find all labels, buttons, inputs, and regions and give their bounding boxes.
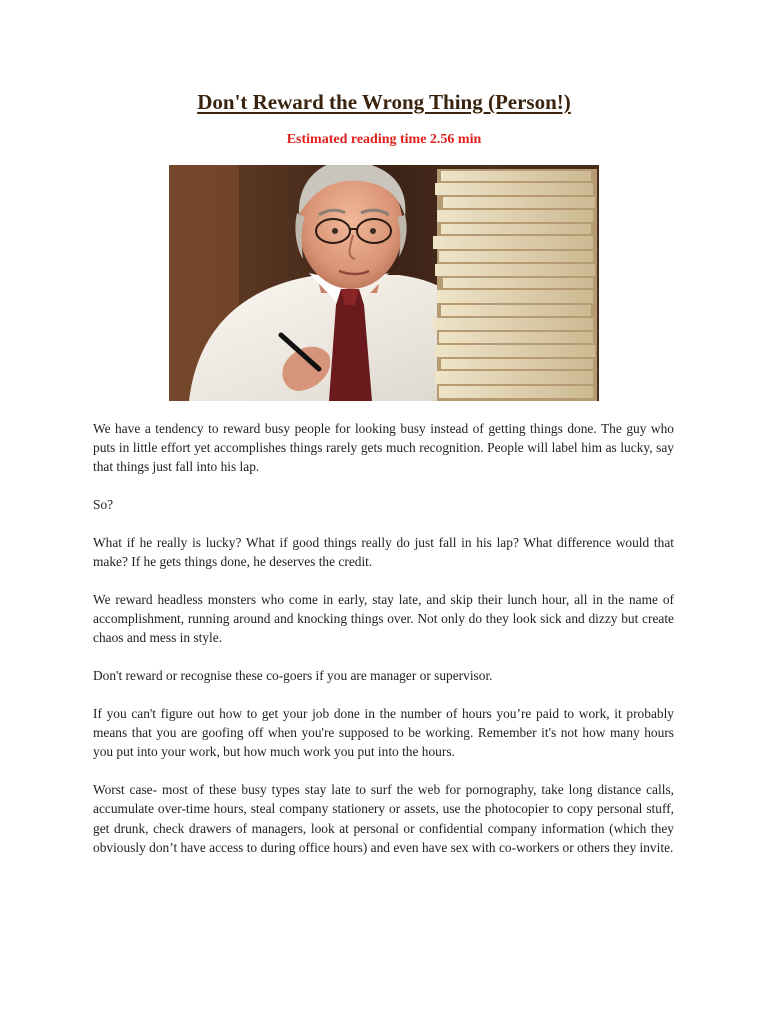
article-title: Don't Reward the Wrong Thing (Person!) (197, 90, 571, 114)
paragraph: Don't reward or recognise these co-goers if you are manager or supervisor. (93, 668, 493, 684)
paragraph: Worst case- most of these busy types stay late to surf the web for pornography, take long distance calls, accumulate over-time hours, steal company stationery or assets, use the photocopier to copy personal stuff, get drunk, check drawers of managers, look at personal or confidential company information (which they obviously don’t have access to during office hours) and even have sex with co-workers or others they invite. (93, 782, 674, 855)
article-body (93, 419, 674, 876)
paragraph: We reward headless monsters who come in early, stay late, and skip their lunch hour, all in the name of accomplishment, running around and knocking things over. Not only do they look sick and dizzy but create chaos and mess in style. (93, 592, 674, 646)
paragraph: What if he really is lucky? What if good things really do just fall in his lap? What difference would that make? If he gets things done, he deserves the credit. (93, 535, 674, 570)
paragraph: We have a tendency to reward busy people for looking busy instead of getting things done. The guy who puts in little effort yet accomplishes things rarely gets much recognition. People will label him as lucky, say that things just fall into his lap. (93, 421, 674, 475)
paragraph: So? (93, 497, 114, 513)
paragraph: If you can't figure out how to get your job done in the number of hours you’re paid to work, it probably means that you are goofing off when you're supposed to be working. Remember it's not how many hours you put into your work, but how much work you put into the hours. (93, 706, 674, 760)
reading-time: Estimated reading time 2.56 min (286, 132, 482, 147)
article-photo (169, 165, 599, 401)
